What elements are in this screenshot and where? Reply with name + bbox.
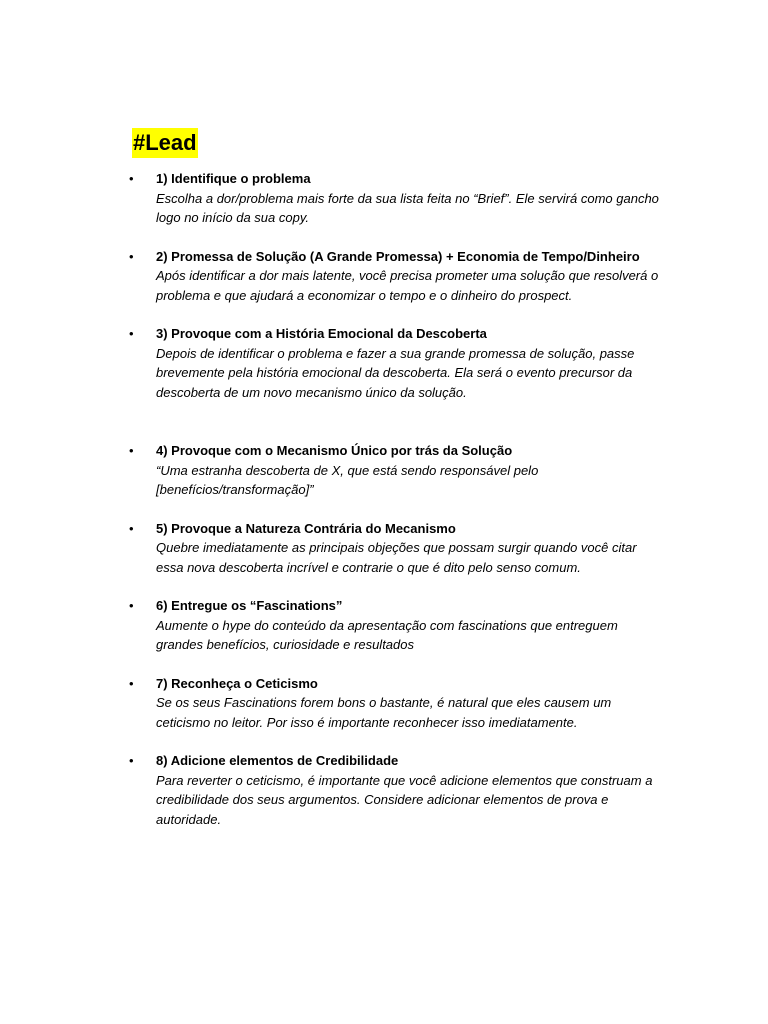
bullet-icon: •	[129, 248, 134, 264]
bullet-icon: •	[129, 598, 134, 613]
item-description: Depois de identificar o problema e fazer a sua grande promessa de solução, passe brevemente pela história emocional da descoberta. Ela será o evento precursor da descoberta de um novo mecanismo único da solução.	[156, 345, 635, 400]
item-title: 6) Entregue os “Fascinations”	[156, 598, 343, 613]
bullet-icon: •	[129, 171, 134, 186]
item-description: Após identificar a dor mais latente, você precisa prometer uma solução que resolverá o problema e que ajudará a economizar o tempo e o dinheiro do prospect.	[156, 268, 659, 303]
item-title: 3) Provoque com a História Emocional da Descoberta	[156, 326, 487, 341]
item-title: 2) Promessa de Solução (A Grande Promessa) + Economia de Tempo/Dinheiro	[156, 248, 640, 264]
list-item	[0, 247, 666, 306]
item-description: Escolha a dor/problema mais forte da sua lista feita no “Brief”. Ele servirá como gancho logo no início da sua copy.	[156, 190, 659, 225]
item-description: Se os seus Fascinations forem bons o bastante, é natural que eles causem um ceticismo no leitor. Por isso é importante reconhecer isso imediatamente.	[156, 695, 612, 730]
bullet-icon: •	[129, 443, 134, 458]
list-item	[0, 324, 666, 402]
item-title: 4) Provoque com o Mecanismo Único por trás da Solução	[156, 443, 513, 458]
list-item	[0, 519, 666, 578]
item-description: Para reverter o ceticismo, é importante que você adicione elementos que construam a credibilidade dos seus argumentos. Considere adicionar elementos de prova e autoridade.	[156, 772, 653, 827]
bullet-icon: •	[129, 326, 134, 341]
item-title: 5) Provoque a Natureza Contrária do Mecanismo	[156, 520, 456, 536]
item-title: 8) Adicione elementos de Credibilidade	[156, 753, 399, 768]
item-title: 7) Reconheça o Ceticismo	[156, 675, 318, 691]
bullet-icon: •	[129, 753, 134, 768]
bullet-icon: •	[129, 520, 134, 536]
list-item	[0, 441, 666, 500]
item-description: “Uma estranha descoberta de X, que está sendo responsável pelo [benefícios/transformação]”	[156, 462, 539, 497]
item-description: Quebre imediatamente as principais objeções que possam surgir quando você citar essa nova descoberta incrível e contrarie o que é dito pelo senso comum.	[156, 540, 637, 575]
list-item	[0, 674, 666, 733]
page-heading: #Lead	[132, 128, 198, 158]
list-item	[0, 596, 666, 655]
bullet-icon: •	[129, 675, 134, 691]
item-title: 1) Identifique o problema	[156, 171, 311, 186]
lead-steps-list	[0, 169, 768, 829]
list-item	[0, 169, 666, 228]
list-item	[0, 751, 666, 829]
item-description: Aumente o hype do conteúdo da apresentação com fascinations que entreguem grandes benefícios, curiosidade e resultados	[156, 617, 618, 652]
